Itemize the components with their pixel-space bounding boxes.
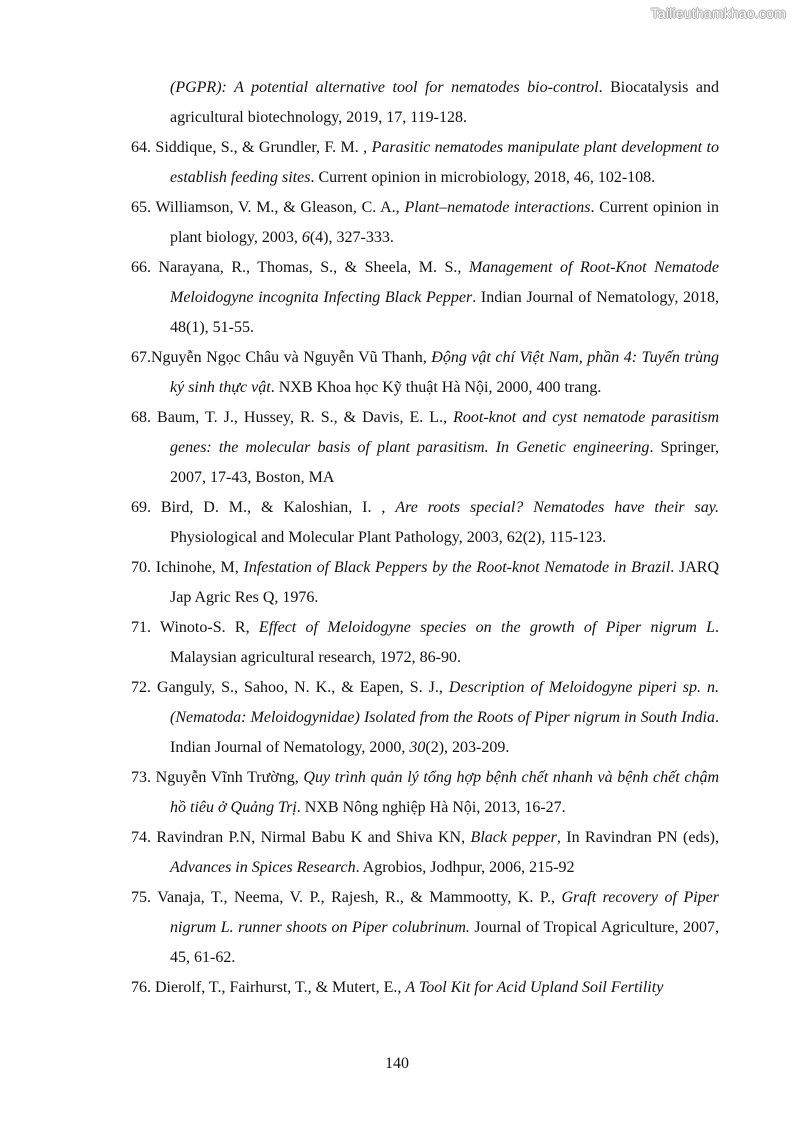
watermark-text: Tailieuthamkhao.com — [650, 5, 786, 21]
reference-text: 64. Siddique, S., & Grundler, F. M. , — [131, 139, 372, 156]
reference-title: Root-knot and cyst nematode parasitism genes: the molecular basis of plant parasitism. — [170, 409, 719, 456]
reference-title: Plant–nematode interactions — [404, 199, 591, 216]
reference-text: 73. Nguyễn Vĩnh Trường, — [131, 769, 304, 786]
reference-text: . Current opinion in plant biology, 2003, — [170, 199, 719, 246]
reference-title: Effect of Meloidogyne species on the growth of Piper nigrum L — [258, 619, 715, 636]
reference-title: Động vật chí Việt Nam, phần 4: Tuyến trùng ký sinh thực vật — [170, 349, 720, 396]
reference-item — [131, 73, 719, 133]
reference-text: Journal of Tropical Agriculture, 2007, 45, 61-62. — [170, 919, 719, 966]
reference-title: 30 — [409, 739, 426, 756]
reference-text: . Agrobios, Jodhpur, 2006, 215-92 — [355, 859, 575, 876]
reference-title: In Genetic engineering — [495, 439, 650, 456]
reference-text: (2), 203-209. — [425, 739, 510, 756]
reference-text: . Indian Journal of Nematology, 2018, 48(1), 51-55. — [170, 289, 719, 336]
reference-text: 66. Narayana, R., Thomas, S., & Sheela, M. S., — [131, 259, 469, 276]
reference-title: Graft recovery of Piper nigrum L. runner shoots on Piper colubrinum. — [170, 889, 720, 936]
reference-text: Physiological and Molecular Plant Pathology, 2003, 62(2), 115-123. — [170, 529, 607, 546]
reference-item — [131, 823, 719, 883]
reference-title: Black pepper — [470, 829, 557, 846]
reference-title: Quy trình quản lý tổng hợp bệnh chết nhanh và bệnh chết chậm hồ tiêu ở Quảng Trị — [170, 769, 719, 816]
reference-text: . NXB Nông nghiệp Hà Nội, 2013, 16-27. — [296, 799, 566, 816]
reference-text: 75. Vanaja, T., Neema, V. P., Rajesh, R., & Mammootty, K. P., — [131, 889, 562, 906]
reference-item — [131, 763, 719, 823]
reference-title: Are roots special? Nematodes have their say. — [395, 499, 719, 516]
reference-title: Advances in Spices Research — [170, 859, 356, 876]
reference-item — [131, 403, 719, 493]
reference-title: Infestation of Black Peppers by the Root-knot Nematode in Brazil — [243, 559, 671, 576]
reference-title: Management of Root-Knot Nematode Meloidogyne incognita Infecting Black Pepper — [170, 259, 720, 306]
reference-title: Parasitic nematodes manipulate plant development to establish feeding sites — [170, 139, 719, 186]
reference-text: . Springer, 2007, 17-43, Boston, MA — [170, 439, 720, 486]
reference-title: (PGPR): A potential alternative tool for nematodes bio-control — [170, 79, 599, 96]
reference-text: 72. Ganguly, S., Sahoo, N. K., & Eapen, S. J., — [131, 679, 449, 696]
reference-text: , In Ravindran PN (eds), — [556, 829, 719, 846]
reference-text: 68. Baum, T. J., Hussey, R. S., & Davis, E. L., — [131, 409, 454, 426]
reference-text: 65. Williamson, V. M., & Gleason, C. A., — [131, 199, 405, 216]
reference-text: 71. Winoto-S. R, — [131, 619, 259, 636]
reference-text: . Current opinion in microbiology, 2018, 46, 102-108. — [310, 169, 656, 186]
reference-text: 70. Ichinohe, M, — [131, 559, 244, 576]
reference-item — [131, 493, 719, 553]
reference-title: 6 — [301, 229, 310, 246]
reference-text: . Biocatalysis and agricultural biotechnology, 2019, 17, 119-128. — [170, 79, 720, 126]
reference-item — [131, 883, 719, 973]
reference-text: . Indian Journal of Nematology, 2000, — [170, 709, 719, 756]
page-number: 140 — [385, 1055, 409, 1072]
reference-text: 74. Ravindran P.N, Nirmal Babu K and Shiva KN, — [131, 829, 471, 846]
reference-text: . JARQ Jap Agric Res Q, 1976. — [170, 559, 720, 606]
reference-text: (4), 327-333. — [309, 229, 394, 246]
reference-item — [131, 133, 719, 193]
reference-text: 76. Dierolf, T., Fairhurst, T., & Mutert, E., — [131, 979, 406, 996]
reference-list — [131, 73, 719, 1003]
reference-item — [131, 613, 719, 673]
reference-item — [131, 343, 719, 403]
reference-item — [131, 673, 719, 763]
reference-item — [131, 553, 719, 613]
reference-text: . Malaysian agricultural research, 1972, 86-90. — [170, 619, 719, 666]
reference-title: Description of Meloidogyne piperi sp. n.(Nematoda: Meloidogynidae) Isolated from the Roots of Piper nigrum in South India — [170, 679, 719, 726]
reference-text: . NXB Khoa học Kỹ thuật Hà Nội, 2000, 400 trang. — [270, 379, 602, 396]
reference-text: 67.Nguyễn Ngọc Châu và Nguyễn Vũ Thanh, — [131, 349, 432, 366]
reference-title: A Tool Kit for Acid Upland Soil Fertility — [405, 979, 664, 996]
reference-item — [131, 253, 719, 343]
reference-item — [131, 193, 719, 253]
reference-item — [131, 973, 719, 1003]
reference-text: 69. Bird, D. M., & Kaloshian, I. , — [131, 499, 396, 516]
